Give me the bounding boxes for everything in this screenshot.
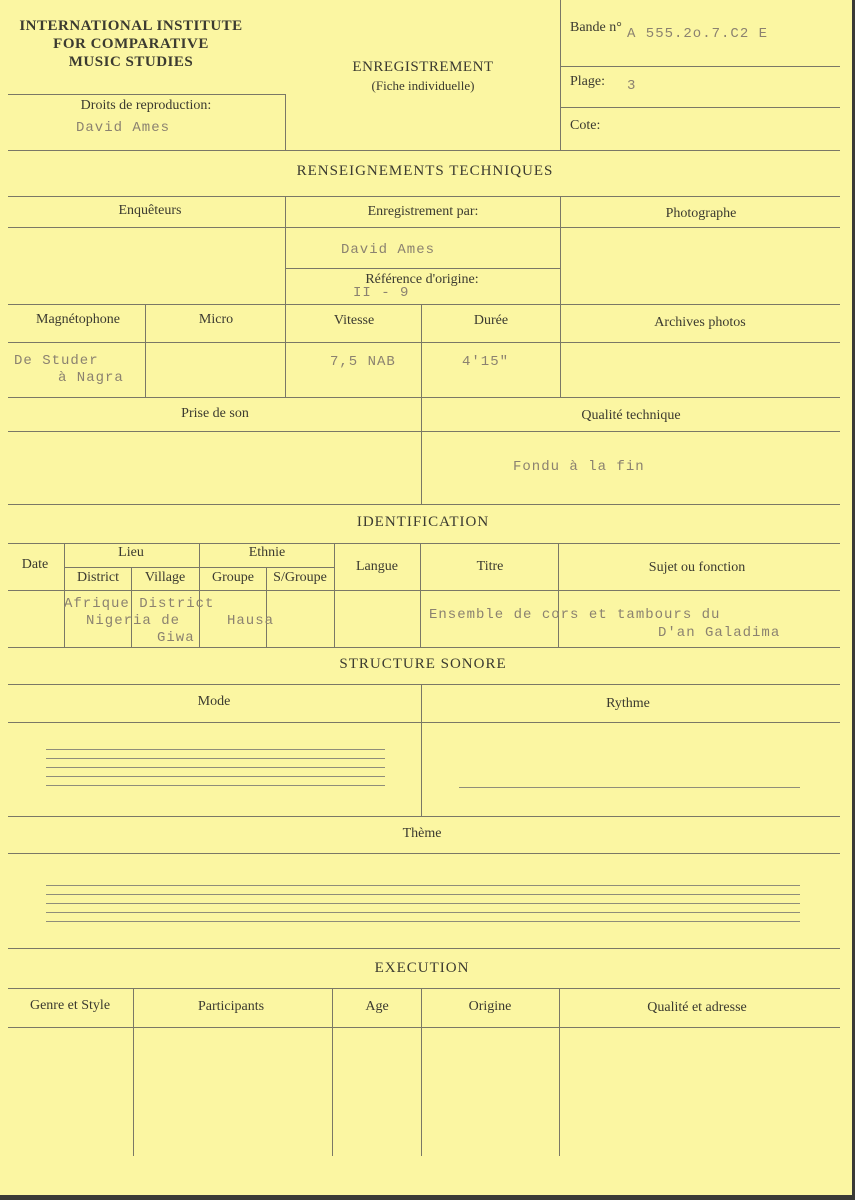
bande-value: A 555.2o.7.C2 E [627,26,769,42]
micro-label: Micro [198,312,234,327]
magnetophone-label: Magnétophone [36,312,120,327]
prise-de-son-label: Prise de son [181,406,249,421]
reference-label: Référence d'origine: [365,272,479,287]
duree-label: Durée [473,313,509,328]
sous-groupe-label: S/Groupe [273,570,327,585]
divider [8,816,840,817]
institute-name-line-3: MUSIC STUDIES [68,54,194,70]
qualite-technique-label: Qualité technique [581,408,681,423]
vitesse-label: Vitesse [333,313,375,328]
writing-line [46,785,385,786]
titre-value-line-1: Ensemble de cors et tambours du [429,607,721,623]
archives-photos-label: Archives photos [654,315,746,330]
enregistrement-value: David Ames [341,242,436,258]
divider [285,94,286,150]
photographe-label: Photographe [665,206,737,221]
magnetophone-value-line-1: De Studer [14,353,99,369]
genre-style-label: Genre et Style [29,998,111,1013]
divider [8,647,840,648]
vitesse-value: 7,5 NAB [330,354,396,370]
divider [559,988,560,1156]
divider [8,590,840,591]
sujet-fonction-label: Sujet ou fonction [648,560,746,575]
section-heading-structure: STRUCTURE SONORE [339,656,507,672]
titre-label: Titre [476,559,504,574]
writing-line [46,749,385,750]
groupe-label: Groupe [212,570,254,585]
institute-name-line-1: INTERNATIONAL INSTITUTE [19,18,243,34]
writing-line [46,921,800,922]
section-heading-execution: EXECUTION [374,960,470,976]
divider [8,853,840,854]
divider [145,304,146,397]
divider [421,304,422,397]
divider [266,567,267,647]
duree-value: 4'15" [462,354,510,370]
divider [8,431,840,432]
age-label: Age [365,999,389,1014]
divider [560,107,840,108]
rythme-label: Rythme [606,696,650,711]
divider [8,504,840,505]
divider [64,567,334,568]
enregistrement-label: Enregistrement par: [367,204,479,219]
bande-label: Bande n° [570,20,622,35]
divider [8,342,840,343]
writing-line [46,885,800,886]
divider [560,66,840,67]
section-heading-identification: IDENTIFICATION [356,514,490,530]
divider [8,948,840,949]
divider [285,304,286,397]
divider [8,94,285,95]
cote-label: Cote: [570,118,601,133]
writing-line [46,758,385,759]
writing-line [46,767,385,768]
form-title: ENREGISTREMENT [352,59,494,75]
divider [421,988,422,1156]
date-label: Date [21,557,49,572]
divider [8,722,840,723]
writing-line [459,787,800,788]
divider [64,543,65,647]
divider [421,684,422,816]
divider [285,268,560,269]
ethnie-label: Ethnie [248,545,286,560]
langue-label: Langue [356,559,398,574]
magnetophone-value-line-2: à Nagra [58,370,124,386]
divider [8,150,840,151]
lieu-label: Lieu [118,545,144,560]
theme-label: Thème [402,826,442,841]
divider [133,988,134,1156]
divider [421,397,422,504]
rights-label: Droits de reproduction: [80,98,212,113]
mode-label: Mode [197,694,231,709]
divider [8,227,840,228]
divider [285,196,286,304]
divider [8,196,840,197]
origine-label: Origine [468,999,512,1014]
divider [560,0,561,150]
divider [560,196,561,304]
divider [199,543,200,647]
form-subtitle: (Fiche individuelle) [371,78,475,93]
rights-value: David Ames [76,120,171,136]
divider [560,304,561,397]
divider [332,988,333,1156]
qualite-adresse-label: Qualité et adresse [647,1000,747,1015]
village-label: Village [144,570,186,585]
divider [8,684,840,685]
writing-line [46,912,800,913]
groupe-value: Hausa [227,613,275,629]
enqueteurs-label: Enquêteurs [118,203,182,218]
plage-label: Plage: [570,74,605,89]
district-label: District [77,570,119,585]
divider [420,543,421,647]
section-heading-technique: RENSEIGNEMENTS TECHNIQUES [296,163,554,179]
writing-line [46,776,385,777]
institute-name-line-2: FOR COMPARATIVE [53,36,209,52]
lieu-value-line-1: Afrique District [64,596,215,612]
writing-line [46,894,800,895]
divider [8,304,840,305]
reference-value: II - 9 [353,285,410,301]
titre-value-line-2: D'an Galadima [658,625,781,641]
divider [558,543,559,647]
plage-value: 3 [627,78,637,94]
writing-line [46,903,800,904]
divider [8,397,840,398]
qualite-technique-value: Fondu à la fin [513,459,645,475]
lieu-value-line-2: Nigeria de [86,613,181,629]
divider [334,543,335,647]
participants-label: Participants [197,999,265,1014]
lieu-value-line-3: Giwa [157,630,195,646]
divider [8,543,840,544]
